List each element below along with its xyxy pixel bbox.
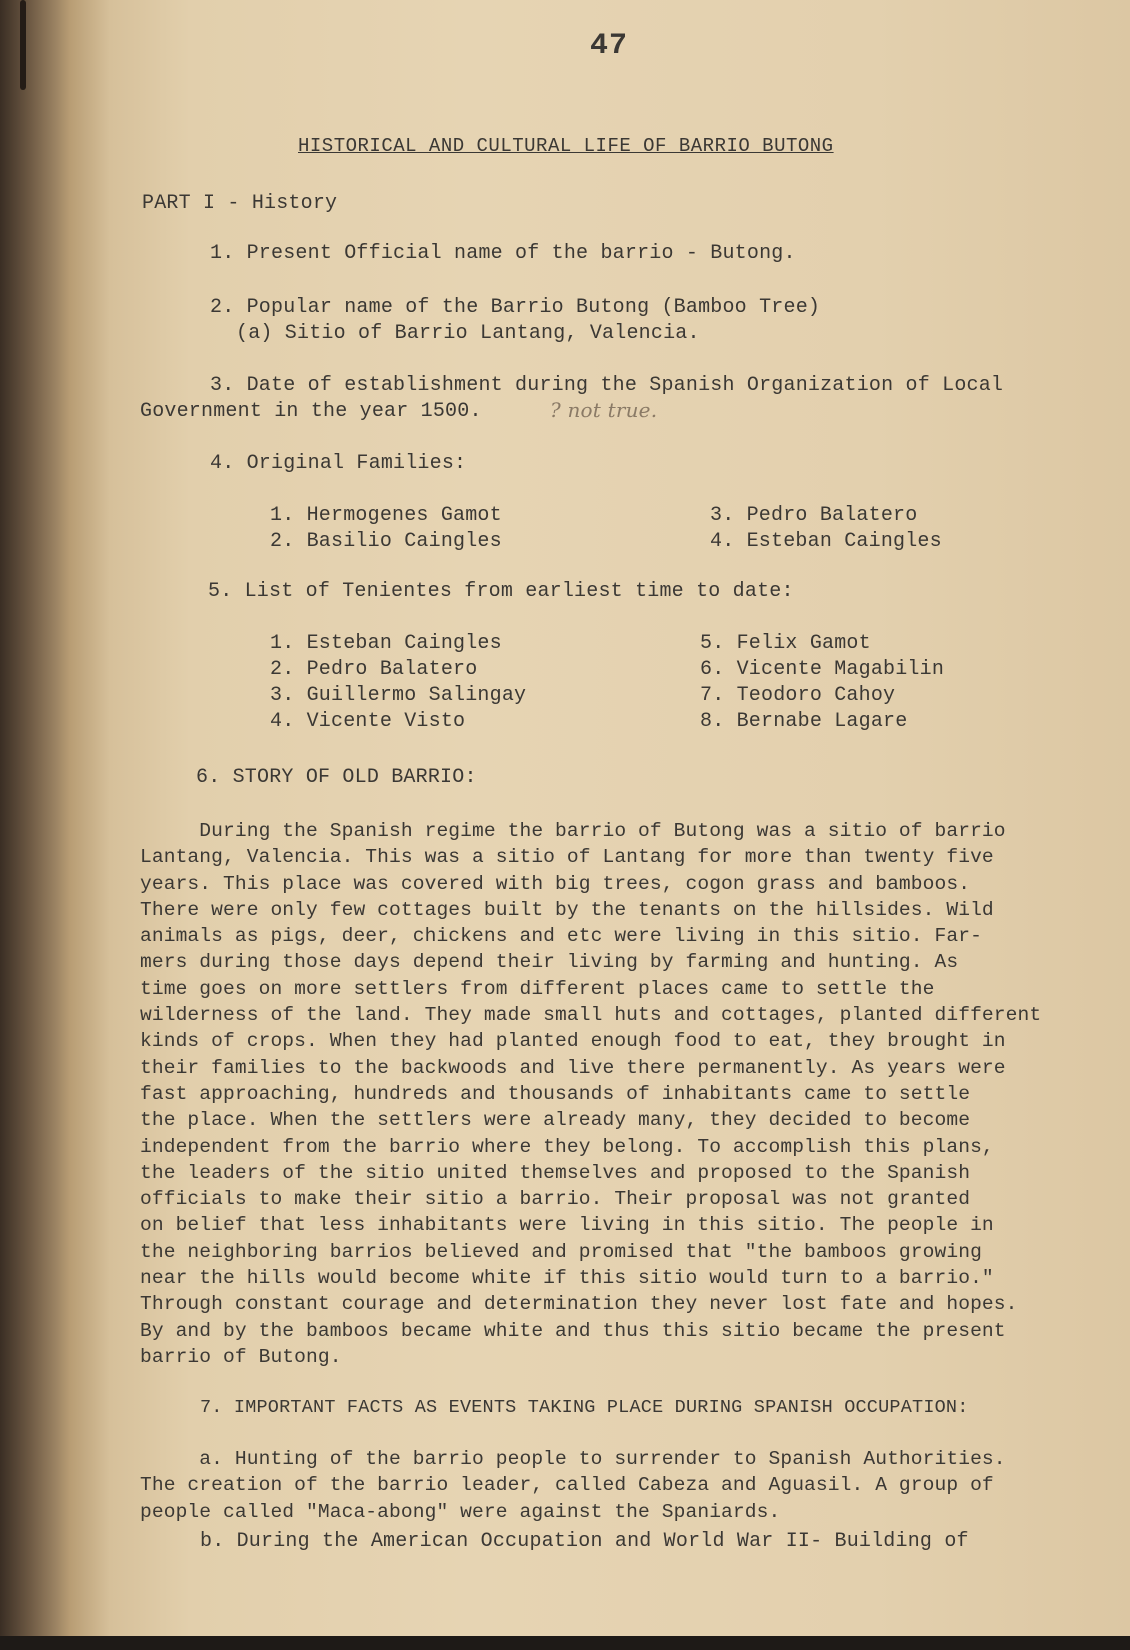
story-line: Lantang, Valencia. This was a sitio of Lantang for more than twenty five [140, 846, 994, 869]
item-7-heading: 7. IMPORTANT FACTS AS EVENTS TAKING PLACE DURING SPANISH OCCUPATION: [200, 1397, 969, 1418]
teniente-6: 6. Vicente Magabilin [700, 658, 945, 681]
document-page [70, 0, 1130, 1636]
story-line: near the hills would become white if this sitio would turn to a barrio." [140, 1267, 994, 1290]
story-line: fast approaching, hundreds and thousands of inhabitants came to settle [140, 1082, 971, 1105]
family-3: 3. Pedro Balatero [710, 504, 918, 527]
item-7b: b. During the American Occupation and World War II- Building of [200, 1530, 969, 1553]
story-paragraph [140, 818, 1130, 1370]
item-7a-line: a. Hunting of the barrio people to surrender to Spanish Authorities. [140, 1448, 1006, 1470]
story-line: barrio of Butong. [140, 1345, 342, 1368]
story-line: independent from the barrio where they belong. To accomplish this plans, [140, 1135, 994, 1158]
story-line: years. This place was covered with big trees, cogon grass and bamboos. [140, 872, 971, 895]
item-7a-paragraph [140, 1446, 1130, 1525]
handwritten-note: ? not true. [550, 398, 658, 422]
story-line: on belief that less inhabitants were living in this sitio. The people in [140, 1214, 994, 1237]
item-7a-line: people called "Maca-abong" were against the Spaniards. [140, 1500, 781, 1523]
story-line: the place. When the settlers were already many, they decided to become [140, 1109, 971, 1132]
story-line: By and by the bamboos became white and thus this sitio became the present [140, 1319, 1006, 1342]
page-number: 47 [590, 29, 629, 63]
item-2-line-2: (a) Sitio of Barrio Lantang, Valencia. [236, 322, 700, 345]
item-3-line-2: Government in the year 1500. [140, 400, 482, 423]
item-3-line-1: 3. Date of establishment during the Spanish Organization of Local [210, 374, 1004, 397]
teniente-5: 5. Felix Gamot [700, 632, 871, 655]
story-line: kinds of crops. When they had planted enough food to eat, they brought in [140, 1030, 1006, 1053]
teniente-3: 3. Guillermo Salingay [270, 684, 527, 707]
story-line: mers during those days depend their living by farming and hunting. As [140, 951, 959, 974]
teniente-7: 7. Teodoro Cahoy [700, 684, 896, 707]
binding-mark [20, 0, 26, 90]
family-2: 2. Basilio Caingles [270, 530, 502, 553]
story-line: the neighboring barrios believed and promised that "the bamboos growing [140, 1240, 982, 1263]
scan-bottom-edge [0, 1636, 1130, 1650]
item-2-line-1: 2. Popular name of the Barrio Butong (Bamboo Tree) [210, 296, 821, 319]
story-line: Through constant courage and determination they never lost fate and hopes. [140, 1293, 1018, 1316]
item-1: 1. Present Official name of the barrio - Butong. [210, 242, 796, 265]
item-6-heading: 6. STORY OF OLD BARRIO: [196, 766, 477, 789]
story-line: During the Spanish regime the barrio of Butong was a sitio of barrio [140, 820, 1006, 842]
family-4: 4. Esteban Caingles [710, 530, 942, 553]
story-line: animals as pigs, deer, chickens and etc were living in this sitio. Far- [140, 925, 982, 948]
teniente-4: 4. Vicente Visto [270, 710, 466, 733]
story-line: the leaders of the sitio united themselves and proposed to the Spanish [140, 1161, 971, 1184]
story-line: officials to make their sitio a barrio. Their proposal was not granted [140, 1188, 971, 1211]
story-line: There were only few cottages built by the tenants on the hillsides. Wild [140, 898, 994, 921]
story-line: wilderness of the land. They made small huts and cottages, planted different [140, 1004, 1042, 1027]
family-1: 1. Hermogenes Gamot [270, 504, 502, 527]
document-title: HISTORICAL AND CULTURAL LIFE OF BARRIO BUTONG [298, 135, 834, 157]
book-binding [0, 0, 70, 1650]
item-5-heading: 5. List of Tenientes from earliest time to date: [208, 580, 794, 603]
teniente-8: 8. Bernabe Lagare [700, 710, 908, 733]
item-4-heading: 4. Original Families: [210, 452, 467, 475]
story-line: their families to the backwoods and live there permanently. As years were [140, 1056, 1006, 1079]
teniente-2: 2. Pedro Balatero [270, 658, 478, 681]
item-7a-line: The creation of the barrio leader, called Cabeza and Aguasil. A group of [140, 1474, 994, 1497]
story-line: time goes on more settlers from different places came to settle the [140, 977, 935, 1000]
teniente-1: 1. Esteban Caingles [270, 632, 502, 655]
part-heading: PART I - History [142, 192, 338, 215]
